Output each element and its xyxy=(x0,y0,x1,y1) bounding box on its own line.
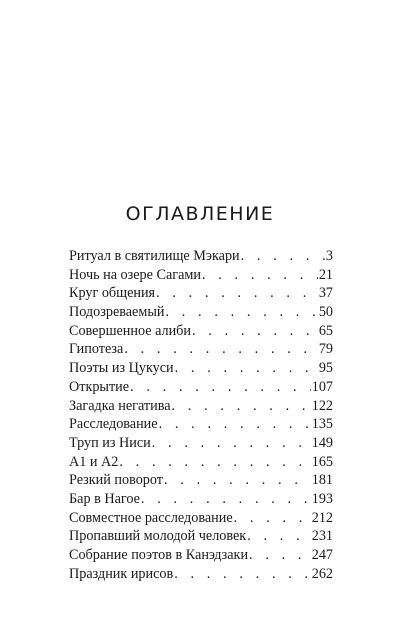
toc-entry-title: Бар в Нагое xyxy=(69,490,140,507)
toc-list xyxy=(69,247,333,583)
toc-entry-title: Пропавший молодой человек xyxy=(69,528,247,545)
toc-entry-title: Подозреваемый xyxy=(69,304,165,321)
toc-dot-leader xyxy=(175,359,318,378)
toc-entry xyxy=(69,378,333,397)
toc-dot-leader xyxy=(249,546,311,565)
toc-dot-leader xyxy=(141,490,311,509)
toc-entry-title: А1 и А2 xyxy=(69,453,119,470)
toc-dot-leader xyxy=(172,397,311,416)
toc-entry-title: Труп из Ниси xyxy=(69,434,151,451)
toc-entry xyxy=(69,490,333,509)
toc-entry xyxy=(69,453,333,472)
toc-entry-title: Расследование xyxy=(69,416,158,433)
toc-entry-page: 149 xyxy=(311,434,333,451)
toc-dot-leader xyxy=(124,340,317,359)
toc-entry-page: 50 xyxy=(318,304,333,321)
toc-dot-leader xyxy=(241,247,325,266)
toc-entry-title: Поэты из Цукуси xyxy=(69,360,174,377)
toc-entry xyxy=(69,247,333,266)
toc-entry xyxy=(69,434,333,453)
toc-entry-title: Загадка негатива xyxy=(69,397,171,414)
toc-dot-leader xyxy=(247,527,311,546)
toc-entry-page: 262 xyxy=(311,565,333,582)
toc-entry xyxy=(69,546,333,565)
toc-entry-page: 247 xyxy=(311,547,333,563)
toc-dot-leader xyxy=(202,266,318,285)
toc-entry xyxy=(69,340,333,359)
toc-dot-leader xyxy=(156,284,318,303)
toc-entry-page: 212 xyxy=(311,509,333,526)
toc-entry-title: Праздник ирисов xyxy=(69,565,174,582)
toc-dot-leader xyxy=(164,471,311,490)
toc-dot-leader xyxy=(119,453,310,472)
toc-entry-page: 181 xyxy=(311,472,333,489)
toc-entry-page: 21 xyxy=(318,266,333,283)
toc-entry-title: Собрание поэтов в Канэдзаки xyxy=(69,547,249,563)
toc-entry xyxy=(69,471,333,490)
toc-entry-page: 79 xyxy=(318,341,333,358)
toc-entry xyxy=(69,509,333,528)
toc-entry-title: Ритуал в святилище Мэкари xyxy=(69,248,240,264)
toc-entry-page: 65 xyxy=(318,322,333,339)
toc-dot-leader xyxy=(130,378,311,397)
toc-entry xyxy=(69,359,333,378)
toc-entry-title: Круг общения xyxy=(69,285,156,302)
toc-entry xyxy=(69,565,333,584)
toc-entry xyxy=(69,397,333,416)
toc-entry-page: 122 xyxy=(311,397,333,414)
toc-heading: ОГЛАВЛЕНИЕ xyxy=(125,203,275,225)
toc-entry-title: Гипотеза xyxy=(69,341,124,358)
toc-entry-page: 165 xyxy=(311,453,333,470)
toc-entry-page: 107 xyxy=(311,378,333,395)
toc-entry-page: 37 xyxy=(318,285,333,302)
toc-dot-leader xyxy=(234,509,311,528)
toc-entry-page: 95 xyxy=(318,360,333,377)
toc-entry-page: 3 xyxy=(325,248,333,264)
toc-dot-leader xyxy=(174,565,311,584)
toc-entry-title: Совместное расследование xyxy=(69,509,233,526)
toc-entry xyxy=(69,415,333,434)
toc-entry-title: Ночь на озере Сагами xyxy=(69,266,201,283)
toc-entry-page: 193 xyxy=(311,490,333,507)
toc-dot-leader xyxy=(159,415,311,434)
toc-entry-title: Открытие xyxy=(69,378,130,395)
toc-entry-title: Резкий поворот xyxy=(69,472,163,489)
toc-dot-leader xyxy=(165,303,317,322)
toc-entry xyxy=(69,303,333,322)
toc-entry xyxy=(69,284,333,303)
toc-entry-page: 231 xyxy=(311,528,333,545)
toc-entry-title: Совершенное алиби xyxy=(69,322,191,339)
toc-dot-leader xyxy=(192,322,318,341)
toc-entry-page: 135 xyxy=(311,416,333,433)
toc-entry xyxy=(69,322,333,341)
toc-entry xyxy=(69,266,333,285)
toc-entry xyxy=(69,527,333,546)
toc-dot-leader xyxy=(152,434,311,453)
